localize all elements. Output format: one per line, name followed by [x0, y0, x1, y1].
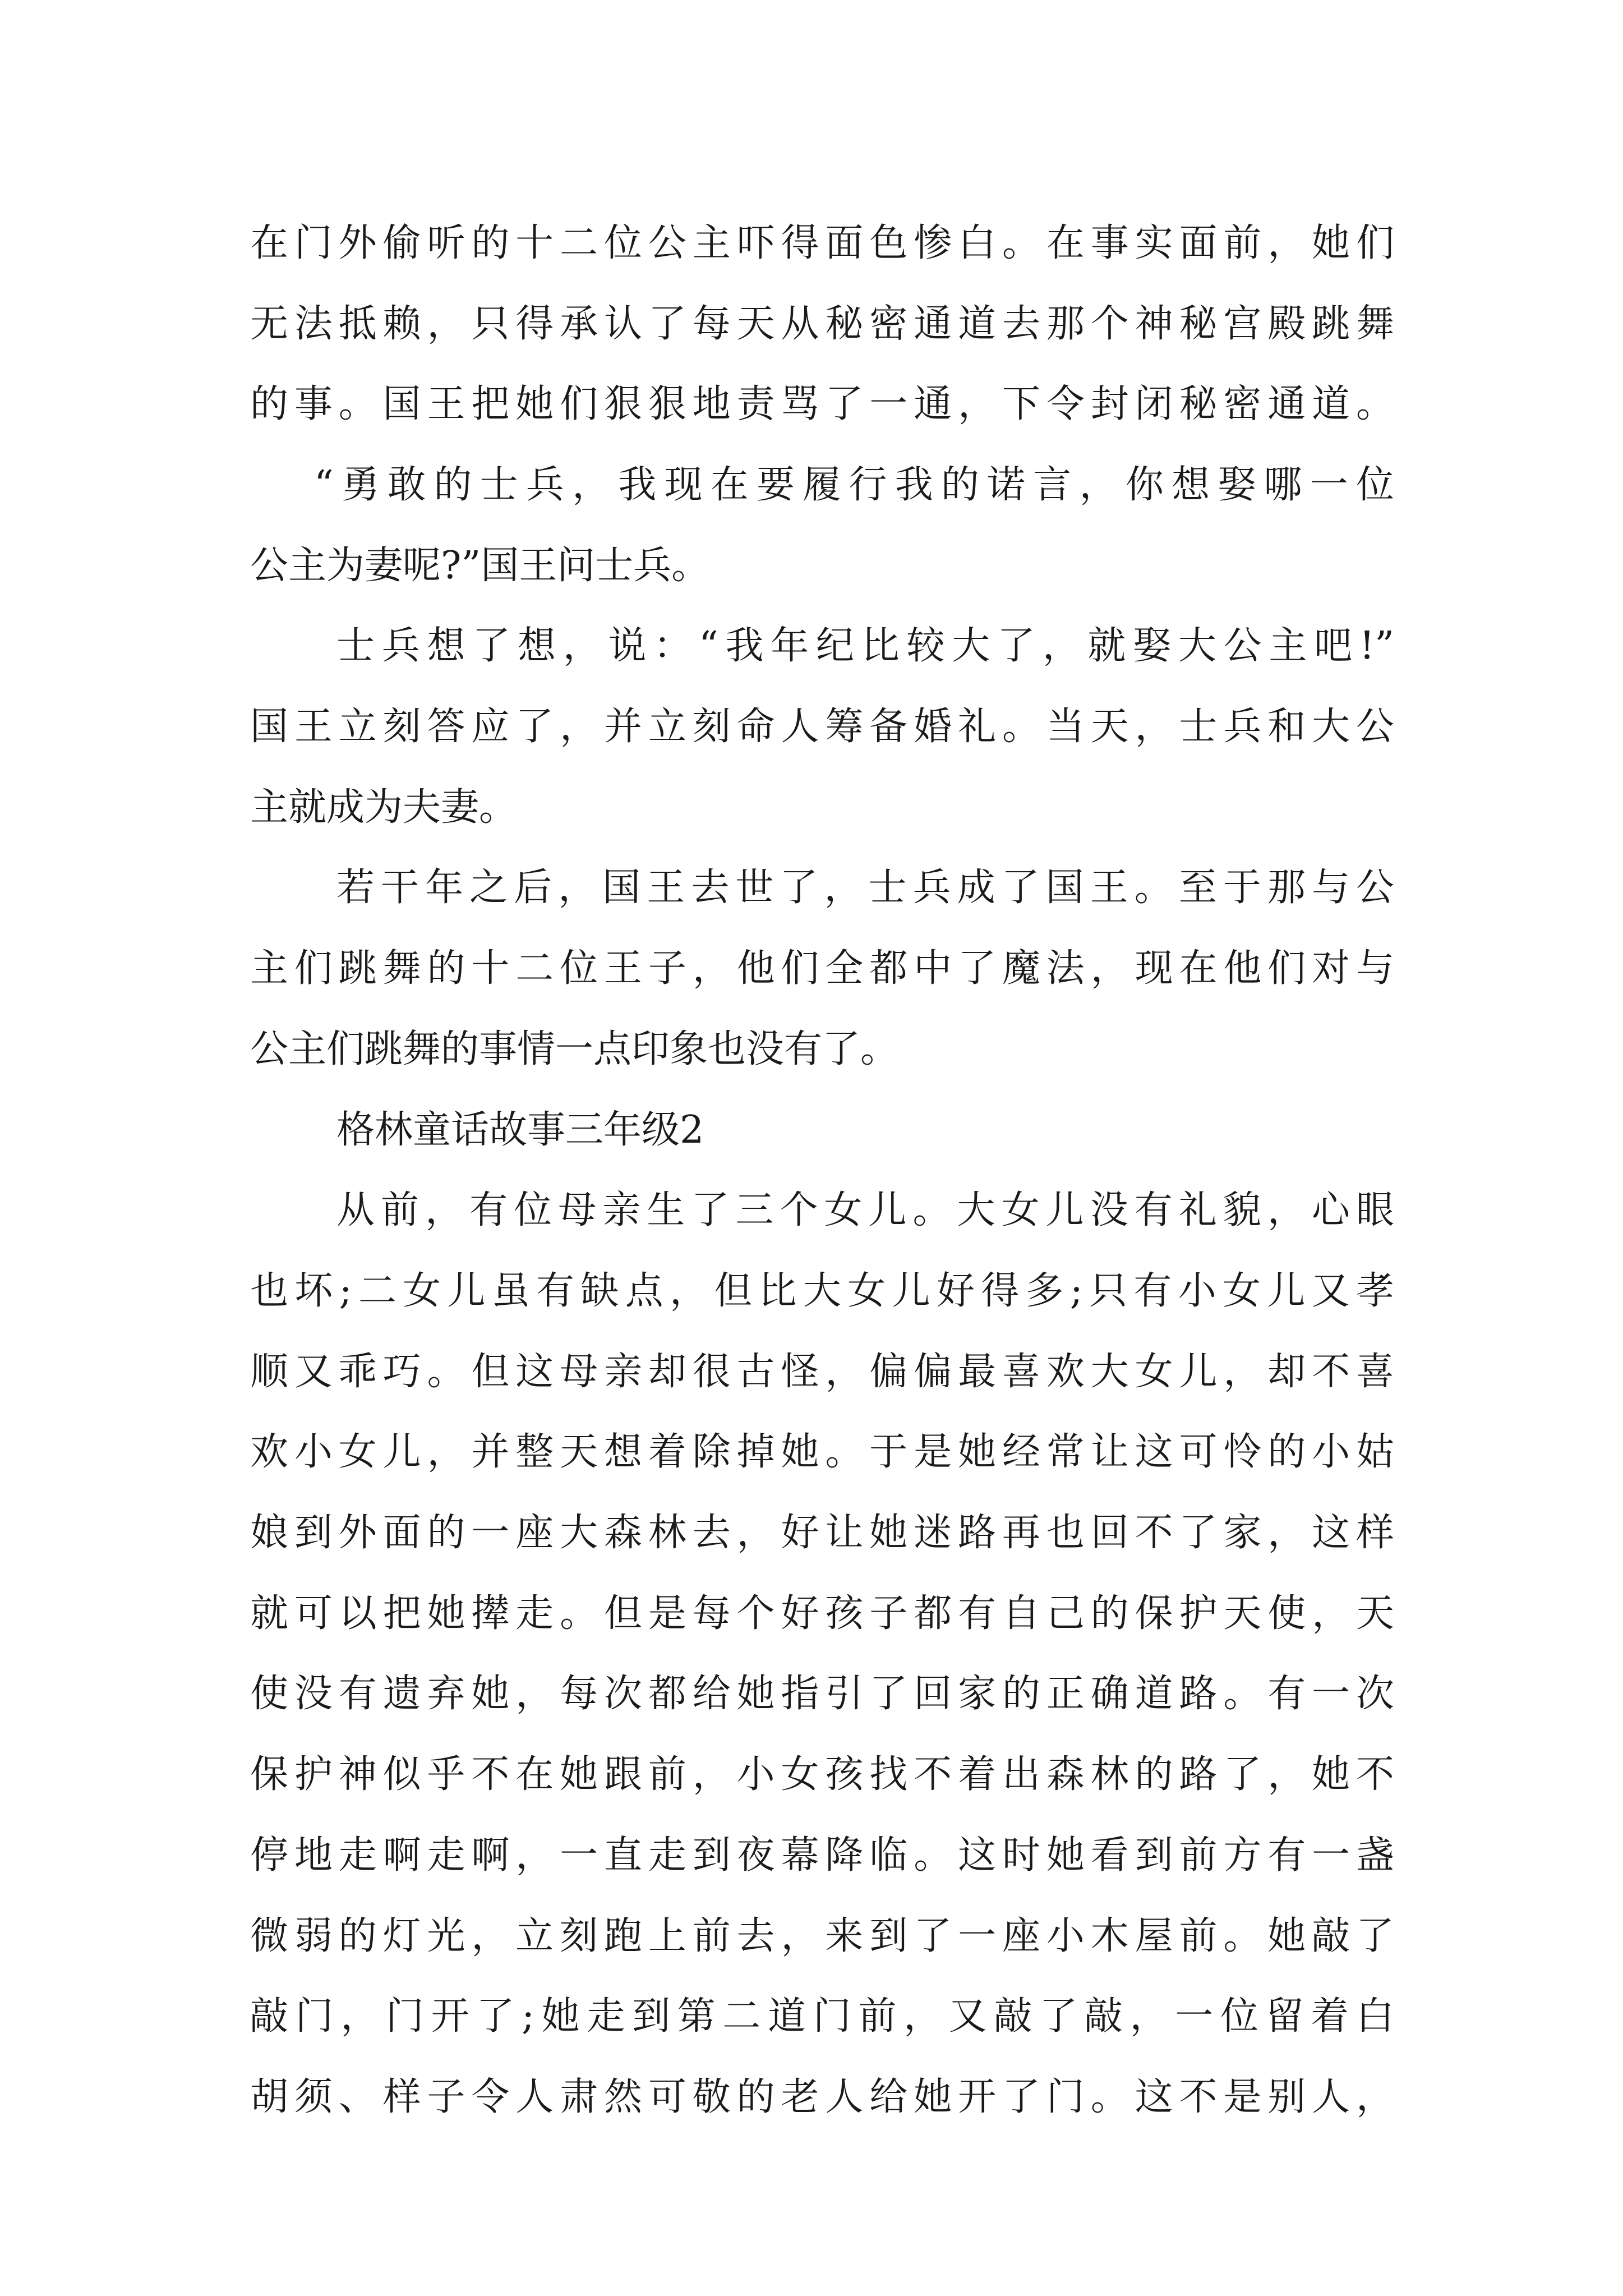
text-line: 的事。国王把她们狠狠地责骂了一通，下令封闭秘密通道。	[250, 382, 1394, 426]
text-line: 欢小女儿，并整天想着除掉她。于是她经常让这可怜的小姑	[250, 1430, 1394, 1474]
text-line: 国王立刻答应了，并立刻命人筹备婚礼。当天，士兵和大公	[250, 705, 1394, 749]
text-line: 公主为妻呢?”国王问士兵。	[250, 544, 710, 588]
text-line: 在门外偷听的十二位公主吓得面色惨白。在事实面前，她们	[250, 221, 1394, 265]
text-line: 敲门，门开了;她走到第二道门前，又敲了敲，一位留着白	[250, 1994, 1394, 2039]
text-line: 公主们跳舞的事情一点印象也没有了。	[250, 1027, 899, 1071]
text-line: 微弱的灯光，立刻跑上前去，来到了一座小木屋前。她敲了	[250, 1914, 1394, 1958]
text-line: 主们跳舞的十二位王子，他们全都中了魔法，现在他们对与	[250, 946, 1394, 991]
text-line: 主就成为夫妻。	[250, 785, 518, 830]
text-line: 胡须、样子令人肃然可敬的老人给她开了门。这不是别人，	[250, 2075, 1394, 2119]
text-line: 若干年之后，国王去世了，士兵成了国王。至于那与公	[336, 866, 1394, 910]
text-line: “勇敢的士兵，我现在要履行我的诺言，你想娶哪一位	[314, 463, 1394, 507]
text-line: 使没有遗弃她，每次都给她指引了回家的正确道路。有一次	[250, 1672, 1394, 1716]
text-line: 就可以把她撵走。但是每个好孩子都有自己的保护天使，天	[250, 1591, 1394, 1636]
section-heading: 格林童话故事三年级2	[336, 1108, 704, 1152]
text-line: 保护神似乎不在她跟前，小女孩找不着出森林的路了，她不	[250, 1752, 1394, 1797]
text-line: 顺又乖巧。但这母亲却很古怪，偏偏最喜欢大女儿，却不喜	[250, 1350, 1394, 1394]
text-line: 无法抵赖，只得承认了每天从秘密通道去那个神秘宫殿跳舞	[250, 302, 1394, 346]
text-line: 也坏;二女儿虽有缺点，但比大女儿好得多;只有小女儿又孝	[250, 1269, 1394, 1313]
text-line: 从前，有位母亲生了三个女儿。大女儿没有礼貌，心眼	[336, 1188, 1394, 1232]
text-line: 停地走啊走啊，一直走到夜幕降临。这时她看到前方有一盏	[250, 1833, 1394, 1878]
text-line: 娘到外面的一座大森林去，好让她迷路再也回不了家，这样	[250, 1511, 1394, 1555]
text-line: 士兵想了想，说：“我年纪比较大了，就娶大公主吧!”	[336, 624, 1394, 668]
